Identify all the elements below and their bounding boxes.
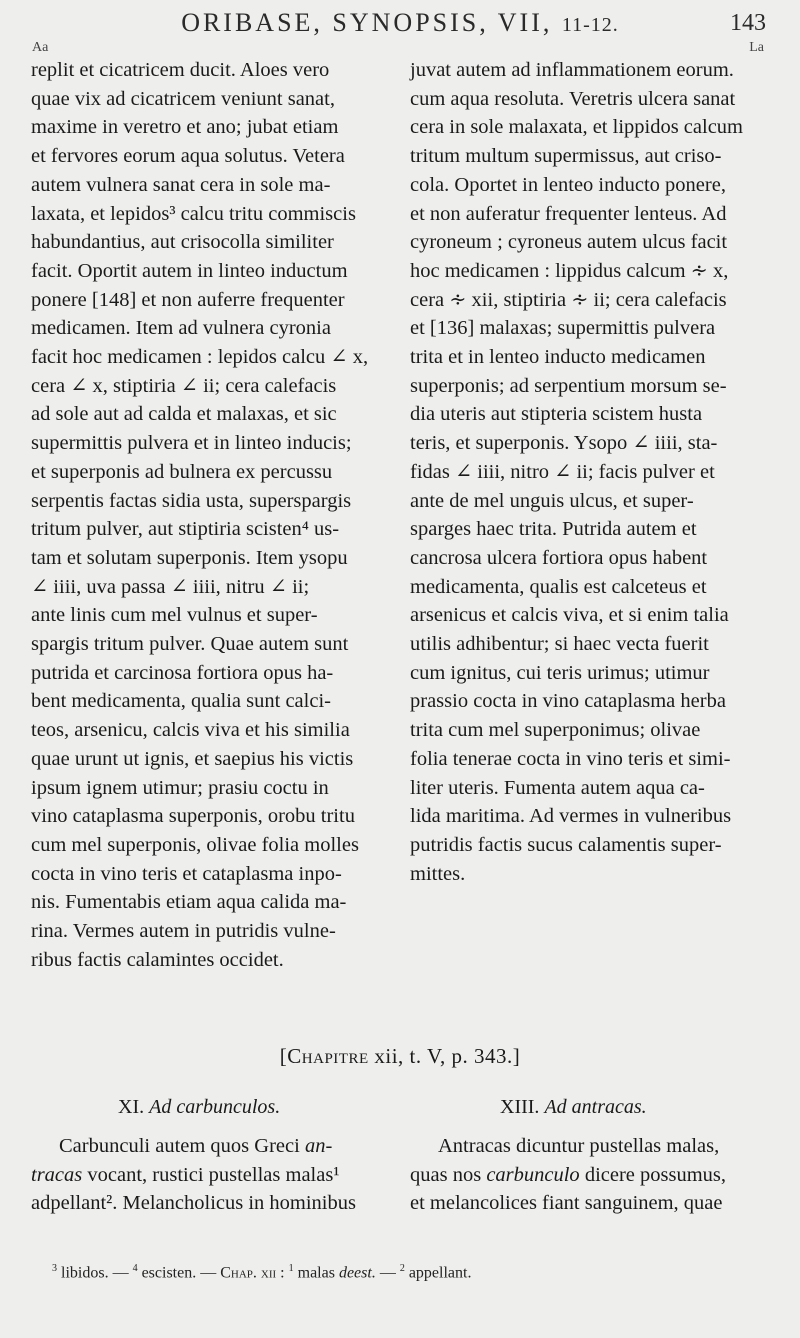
left-text-column <box>31 56 391 975</box>
text-line: et fervores eorum aqua solutus. Vetera <box>31 145 345 168</box>
text-line: quae vix ad cicatricem veniunt sanat, <box>31 87 335 110</box>
text-line: superponis; ad serpentium morsum se- <box>410 374 727 397</box>
text-line: trita cum mel superponimus; olivae <box>410 719 701 742</box>
text-line: putrida et carcinosa fortiora opus ha- <box>31 661 334 684</box>
page-number: 143 <box>730 10 766 36</box>
text-line: arsenicus et calcis viva, et si enim talia <box>410 604 729 627</box>
section-title: Ad carbunculos. <box>149 1096 281 1118</box>
text-line: quae urunt ut ignis, et saepius his victis <box>31 747 354 770</box>
text-line: et superponis ad bulnera ex percussu <box>31 460 333 483</box>
running-header <box>0 8 800 38</box>
text-line: tritum pulver, aut stiptiria scisten⁴ us- <box>31 518 340 541</box>
text-line: cera ∠ x, stiptiria ∠ ii; cera calefacis <box>31 374 337 397</box>
text-line: ponere [148] et non auferre frequenter <box>31 288 345 311</box>
text-line: prassio cocta in vino cataplasma herba <box>410 690 726 713</box>
text-line: cum mel superponis, olivae folia molles <box>31 833 359 856</box>
text-line: medicamenta, qualis est calceteus et <box>410 575 707 598</box>
chapter-word: Chapitre <box>287 1044 369 1068</box>
text-line: tam et solutam superponis. Item ysopu <box>31 546 348 569</box>
text-line: ante linis cum mel vulnus et super- <box>31 604 318 627</box>
text-line: tritum multum supermissus, aut criso- <box>410 145 722 168</box>
text-line: cum aqua resoluta. Veretris ulcera sanat <box>410 87 736 110</box>
text-line: utilis adhibentur; si haec vecta fuerit <box>410 633 709 656</box>
text-line: liter uteris. Fumenta autem aqua ca- <box>410 776 705 799</box>
text-line: rina. Vermes autem in putridis vulne- <box>31 920 336 943</box>
text-line: hoc medicamen : lippidus calcum ∻ x, <box>410 259 729 282</box>
text-line: supermittis pulvera et in linteo inducis; <box>31 432 352 455</box>
text-line: replit et cicatricem ducit. Aloes vero <box>31 59 330 81</box>
text-line: cera in sole malaxata, et lippidos calcum <box>410 116 743 139</box>
text-line: medicamen. Item ad vulnera cyronia <box>31 317 331 340</box>
text-line: lida maritima. Ad vermes in vulneribus <box>410 805 732 828</box>
text-line: cancrosa ulcera fortiora opus habent <box>410 546 708 569</box>
chapter-reference: [Chapitre xii, t. V, p. 343.] <box>279 1044 521 1068</box>
text-line: ad sole aut ad calda et malaxas, et sic <box>31 403 337 426</box>
text-line: serpentis factas sidia usta, superspargis <box>31 489 352 512</box>
text-line: ipsum ignem utimur; prasiu coctu in <box>31 776 329 799</box>
text-line: dia uteris aut stipteria scistem husta <box>410 403 703 426</box>
section-heading-right <box>500 1096 647 1119</box>
section-title: Ad antracas. <box>544 1096 647 1118</box>
text-line: teos, arsenicu, calcis viva et his similia <box>31 719 350 742</box>
text-line: ante de mel unguis ulcus, et super- <box>410 489 694 512</box>
text-line: bent medicamenta, qualia sunt calci- <box>31 690 331 713</box>
text-line: cera ∻ xii, stiptiria ∻ ii; cera calefacis <box>410 288 727 311</box>
text-line: maxime in veretro et ano; jubat etiam <box>31 116 339 139</box>
text-line: folia tenerae cocta in vino teris et simi- <box>410 747 731 770</box>
text-line: putridis factis sucus calamentis super- <box>410 833 722 856</box>
text-line: autem vulnera sanat cera in sole ma- <box>31 173 331 196</box>
text-line: et non auferatur frequenter lenteus. Ad <box>410 202 727 225</box>
text-line: facit. Oportit autem in linteo inductum <box>31 259 348 282</box>
text-line: cola. Oportet in lenteo inducto ponere, <box>410 173 726 196</box>
text-line: et [136] malaxas; supermittis pulvera <box>410 317 716 340</box>
text-line: mittes. <box>410 862 466 885</box>
signature-left: Aa <box>32 40 49 55</box>
text-line: spargis tritum pulver. Quae autem sunt <box>31 633 349 656</box>
chapter-range: 11-12. <box>561 14 619 36</box>
footnotes: $^3$ libidos. — $^4$ escisten. — Chap. xii : $^1$ malas deest. — $^2$ appellant. <box>52 1263 472 1282</box>
text-line: cyroneum ; cyroneus autem ulcus facit <box>410 231 728 254</box>
text-line: juvat autem ad inflammationem eorum. <box>410 59 734 81</box>
signature-right: La <box>749 40 764 55</box>
section-number: XIII. <box>500 1096 540 1118</box>
text-line: trita et in lenteo inducto medicamen <box>410 346 706 369</box>
text-line: facit hoc medicamen : lepidos calcu ∠ x, <box>31 346 369 369</box>
section-number: XI. <box>118 1096 145 1118</box>
text-line: teris, et superponis. Ysopo ∠ iiii, sta- <box>410 432 718 455</box>
text-line: vino cataplasma superponis, orobu tritu <box>31 805 355 828</box>
text-line: cum ignitus, cui teris urimus; utimur <box>410 661 710 684</box>
text-line: cocta in vino teris et cataplasma inpo- <box>31 862 342 885</box>
bottom-left-paragraph: Carbunculi autem quos Greci an- tracas vocant, rustici pustellas malas¹ adpellant². Melancholicus in hominibus <box>31 1135 356 1215</box>
text-line: laxata, et lepidos³ calcu tritu commiscis <box>31 202 356 225</box>
text-line: sparges haec trita. Putrida autem et <box>410 518 697 541</box>
right-text-column <box>410 56 770 888</box>
text-line: habundantius, aut crisocolla similiter <box>31 231 334 254</box>
running-title: ORIBASE, SYNOPSIS, VII, <box>181 8 553 37</box>
bottom-right-paragraph: Antracas dicuntur pustellas malas, quas nos carbunculo dicere possumus, et melancolices fiant sanguinem, quae <box>410 1135 727 1215</box>
text-line: ribus factis calamintes occidet. <box>31 948 284 971</box>
section-heading-left <box>118 1096 280 1119</box>
text-line: fidas ∠ iiii, nitro ∠ ii; facis pulver et <box>410 460 715 483</box>
text-line: nis. Fumentabis etiam aqua calida ma- <box>31 891 347 914</box>
text-line: ∠ iiii, uva passa ∠ iiii, nitru ∠ ii; <box>31 575 310 598</box>
